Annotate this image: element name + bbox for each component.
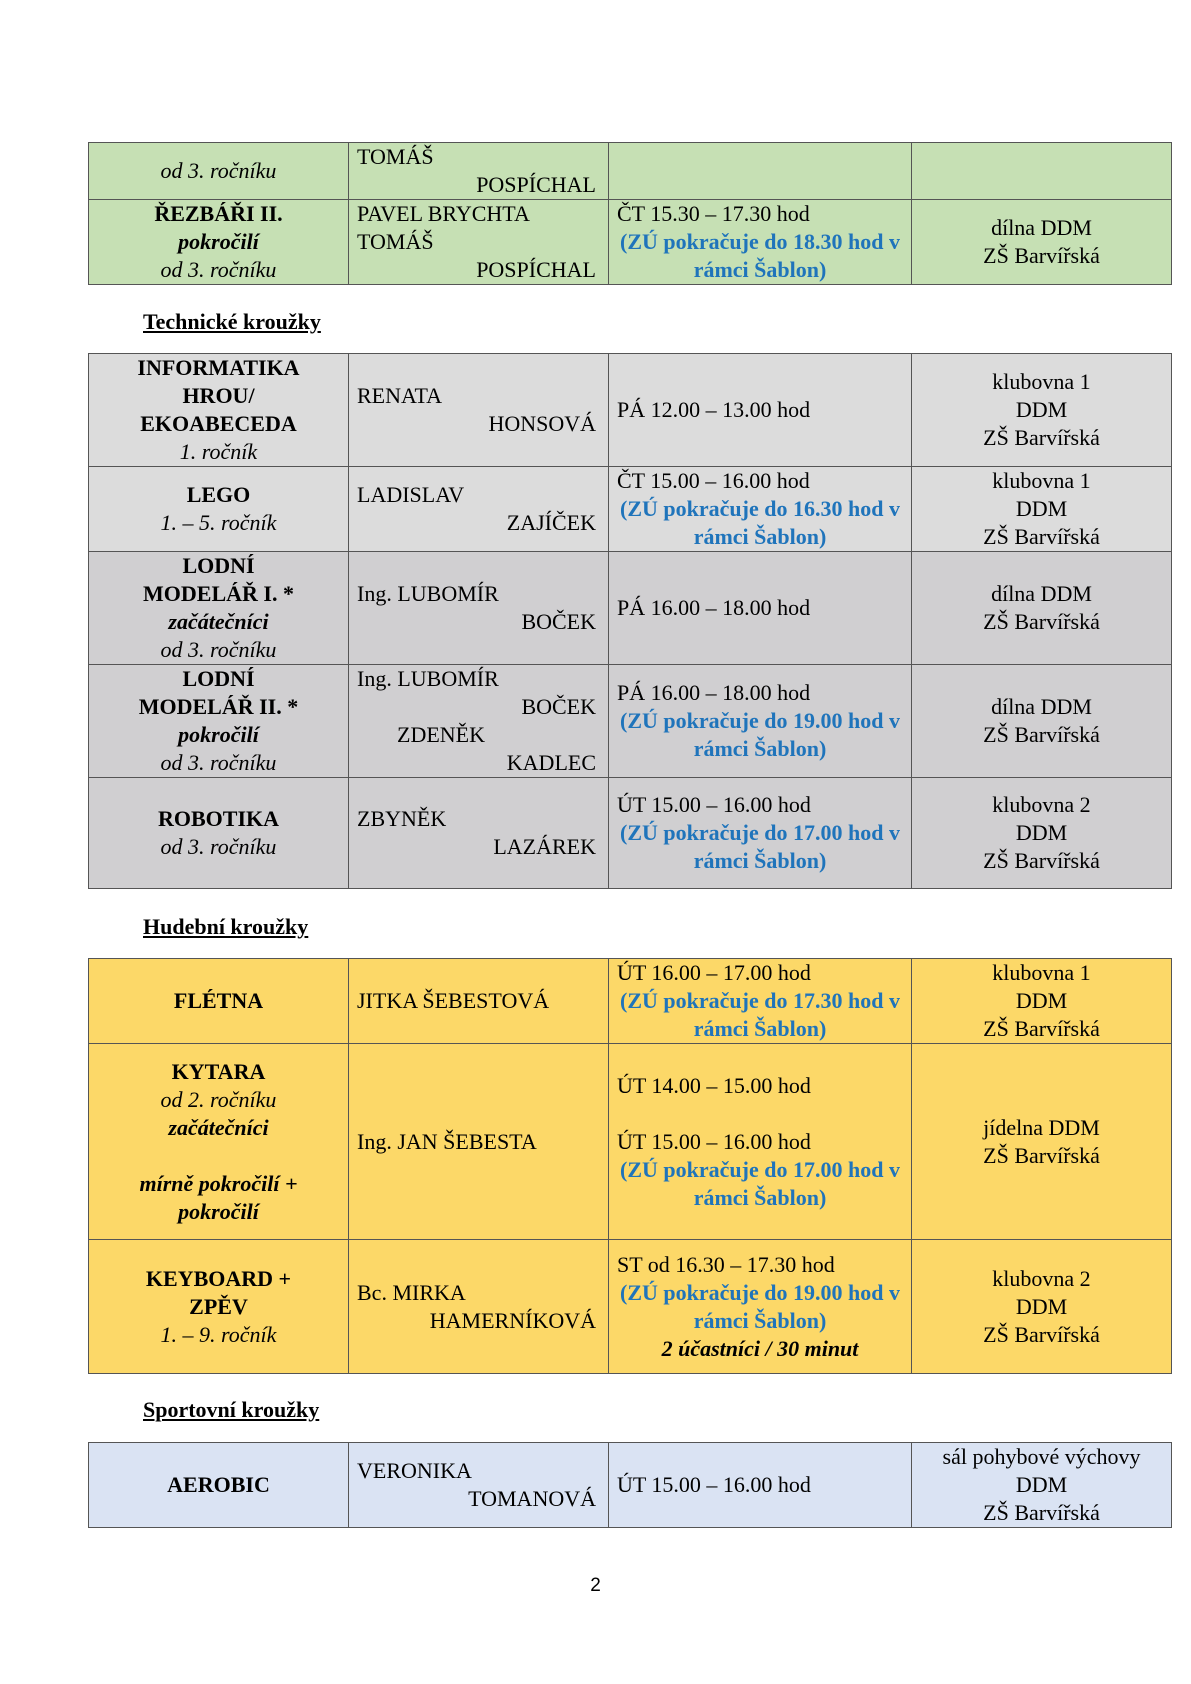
leader-cell	[349, 200, 609, 285]
place-line: DDM	[1015, 496, 1068, 521]
time-cell	[609, 1240, 912, 1374]
course-name-line: od 2. ročníku	[160, 1086, 277, 1112]
course-name-line: od 3. ročníku	[160, 834, 277, 859]
place-cell	[912, 467, 1172, 552]
course-name-line: začátečníci	[168, 1114, 269, 1140]
place-line: dílna DDM	[991, 694, 1092, 719]
course-name-cell	[89, 552, 349, 665]
extension-note: (ZÚ pokračuje do 17.30 hod v rámci Šablon)	[620, 988, 900, 1041]
place-line: DDM	[1015, 1472, 1068, 1497]
extension-note: (ZÚ pokračuje do 19.00 hod v rámci Šablon)	[620, 708, 900, 761]
spacer	[617, 1100, 903, 1128]
course-name-cell	[89, 1240, 349, 1374]
schedule-time: PÁ 16.00 – 18.00 hod	[617, 595, 811, 620]
schedule-time: ČT 15.00 – 16.00 hod	[617, 468, 810, 493]
place-cell	[912, 959, 1172, 1044]
course-name-line: pokročilí	[178, 722, 259, 747]
course-name-line: KEYBOARD +	[145, 1265, 292, 1291]
place-cell	[912, 778, 1172, 889]
leader-name-line: TOMÁŠ	[357, 229, 434, 254]
place-line: DDM	[1015, 1293, 1068, 1319]
leader-cell	[349, 665, 609, 778]
place-line: ZŠ Barvířská	[983, 524, 1100, 549]
course-name-line: EKOABECEDA	[140, 411, 297, 436]
course-name-cell	[89, 665, 349, 778]
place-cell	[912, 354, 1172, 467]
leader-name-line: ZDENĚK	[397, 722, 485, 747]
time-cell	[609, 1044, 912, 1240]
course-name-line	[97, 1142, 340, 1170]
leader-name-line: JITKA ŠEBESTOVÁ	[357, 988, 550, 1013]
place-cell	[912, 200, 1172, 285]
course-name-line: HROU/	[182, 383, 255, 408]
place-line: ZŠ Barvířská	[983, 1500, 1100, 1525]
course-name-cell	[89, 143, 349, 200]
table-row	[89, 552, 1172, 665]
leader-name-line: Ing. LUBOMÍR	[357, 581, 499, 606]
place-cell	[912, 1240, 1172, 1374]
table-row	[89, 1443, 1172, 1528]
course-name-line: INFORMATIKA	[137, 355, 300, 380]
leader-name-line: BOČEK	[521, 694, 596, 719]
course-name-line: MODELÁŘ I. *	[143, 581, 294, 606]
course-name-line: 1. ročník	[179, 439, 258, 464]
place-line: ZŠ Barvířská	[983, 243, 1100, 268]
leader-name-line: TOMANOVÁ	[468, 1486, 596, 1511]
extension-note: (ZÚ pokračuje do 16.30 hod v rámci Šablon)	[620, 496, 900, 549]
page-number: 2	[590, 1575, 601, 1596]
schedule-time: ÚT 15.00 – 16.00 hod	[617, 1128, 811, 1154]
leader-name-line: ZBYNĚK	[357, 806, 447, 831]
time-cell	[609, 467, 912, 552]
course-name-cell	[89, 200, 349, 285]
leader-cell	[349, 1044, 609, 1240]
leader-cell	[349, 467, 609, 552]
course-name-line: od 3. ročníku	[160, 158, 277, 183]
place-line: klubovna 2	[992, 1265, 1091, 1291]
course-name-line: ZPĚV	[189, 1293, 248, 1319]
table-row	[89, 665, 1172, 778]
course-name-line: FLÉTNA	[173, 988, 264, 1013]
table-music	[88, 958, 1172, 1374]
time-cell	[609, 552, 912, 665]
leader-name-line: HAMERNÍKOVÁ	[429, 1307, 596, 1333]
course-name-line: MODELÁŘ II. *	[138, 694, 299, 719]
course-name-cell	[89, 778, 349, 889]
course-name-cell	[89, 467, 349, 552]
course-name-cell	[89, 354, 349, 467]
place-cell	[912, 1443, 1172, 1528]
place-line: ZŠ Barvířská	[983, 1142, 1100, 1168]
table-row	[89, 1044, 1172, 1240]
course-name-cell	[89, 959, 349, 1044]
time-cell	[609, 778, 912, 889]
place-line: klubovna 1	[992, 369, 1091, 394]
leader-name-line: LADISLAV	[357, 482, 465, 507]
place-line: DDM	[1015, 988, 1068, 1013]
extension-note: (ZÚ pokračuje do 17.00 hod v rámci Šablon)	[620, 1156, 900, 1210]
table-row	[89, 354, 1172, 467]
section-heading-music: Hudební kroužky	[143, 914, 309, 939]
place-line: dílna DDM	[991, 215, 1092, 240]
time-cell	[609, 354, 912, 467]
leader-cell	[349, 552, 609, 665]
place-cell	[912, 143, 1172, 200]
leader-name-line: HONSOVÁ	[488, 411, 596, 436]
leader-name-line: ZAJÍČEK	[506, 510, 596, 535]
schedule-time: PÁ 16.00 – 18.00 hod	[617, 680, 811, 705]
participants-note: 2 účastníci / 30 minut	[661, 1335, 859, 1361]
extension-note: (ZÚ pokračuje do 19.00 hod v rámci Šablon)	[620, 1279, 900, 1333]
course-name-line: ROBOTIKA	[157, 806, 280, 831]
course-name-line: LODNÍ	[182, 553, 255, 578]
schedule-time: ČT 15.30 – 17.30 hod	[617, 201, 810, 226]
course-name-line: od 3. ročníku	[160, 257, 277, 282]
course-name-line: od 3. ročníku	[160, 750, 277, 775]
table-woodcarving-continued	[88, 142, 1172, 285]
section-heading-technical: Technické kroužky	[143, 309, 321, 334]
schedule-time: ÚT 16.00 – 17.00 hod	[617, 960, 811, 985]
place-line: sál pohybové výchovy	[942, 1444, 1141, 1469]
place-cell	[912, 552, 1172, 665]
leader-name-line: LAZÁREK	[493, 834, 596, 859]
table-row	[89, 143, 1172, 200]
table-sport	[88, 1442, 1172, 1528]
place-line: jídelna DDM	[983, 1114, 1100, 1140]
leader-cell	[349, 1443, 609, 1528]
leader-name-line: TOMÁŠ	[357, 144, 434, 169]
leader-name-line: VERONIKA	[357, 1458, 472, 1483]
course-name-line: mírně pokročilí +	[139, 1170, 298, 1196]
place-line: ZŠ Barvířská	[983, 609, 1100, 634]
course-name-line: 1. – 5. ročník	[160, 510, 277, 535]
place-line: ZŠ Barvířská	[983, 425, 1100, 450]
place-line: klubovna 1	[992, 960, 1091, 985]
leader-cell	[349, 778, 609, 889]
table-row	[89, 959, 1172, 1044]
time-cell	[609, 959, 912, 1044]
course-name-line: pokročilí	[178, 1198, 259, 1224]
place-line: ZŠ Barvířská	[983, 1321, 1100, 1347]
leader-name-line: Bc. MIRKA	[357, 1279, 466, 1305]
place-line: DDM	[1015, 397, 1068, 422]
course-name-line: začátečníci	[168, 609, 269, 634]
table-row	[89, 467, 1172, 552]
place-line: ZŠ Barvířská	[983, 848, 1100, 873]
course-name-cell	[89, 1443, 349, 1528]
place-line: DDM	[1015, 820, 1068, 845]
time-cell	[609, 665, 912, 778]
place-line: ZŠ Barvířská	[983, 1016, 1100, 1041]
leader-name-line: PAVEL BRYCHTA	[357, 201, 530, 226]
course-name-line: LEGO	[186, 482, 251, 507]
place-line: klubovna 2	[992, 792, 1091, 817]
course-name-line: KYTARA	[171, 1058, 266, 1084]
section-heading-sport: Sportovní kroužky	[143, 1397, 320, 1422]
schedule-time: ST od 16.30 – 17.30 hod	[617, 1251, 835, 1277]
course-name-line: ŘEZBÁŘI II.	[154, 201, 283, 226]
place-line: klubovna 1	[992, 468, 1091, 493]
place-cell	[912, 665, 1172, 778]
table-row	[89, 778, 1172, 889]
course-name-cell	[89, 1044, 349, 1240]
leader-cell	[349, 959, 609, 1044]
leader-name-line: Ing. LUBOMÍR	[357, 666, 499, 691]
extension-note: (ZÚ pokračuje do 18.30 hod v rámci Šablon)	[620, 229, 900, 282]
table-row	[89, 1240, 1172, 1374]
table-row	[89, 200, 1172, 285]
leader-name-line: BOČEK	[521, 609, 596, 634]
leader-name-line: RENATA	[357, 383, 443, 408]
schedule-time: ÚT 15.00 – 16.00 hod	[617, 1472, 811, 1497]
leader-name-line: Ing. JAN ŠEBESTA	[357, 1128, 537, 1154]
course-name-line: LODNÍ	[182, 666, 255, 691]
place-line: ZŠ Barvířská	[983, 722, 1100, 747]
course-name-line: pokročilí	[178, 229, 259, 254]
place-line: dílna DDM	[991, 581, 1092, 606]
leader-cell	[349, 143, 609, 200]
leader-name-line: KADLEC	[506, 750, 596, 775]
extension-note: (ZÚ pokračuje do 17.00 hod v rámci Šablon)	[620, 820, 900, 873]
schedule-time: ÚT 14.00 – 15.00 hod	[617, 1072, 811, 1098]
table-technical	[88, 353, 1172, 889]
course-name-line: od 3. ročníku	[160, 637, 277, 662]
leader-cell	[349, 354, 609, 467]
leader-name-line: POSPÍCHAL	[476, 257, 596, 282]
leader-name-line: POSPÍCHAL	[476, 172, 596, 197]
course-name-line: 1. – 9. ročník	[160, 1321, 277, 1347]
time-cell	[609, 200, 912, 285]
course-name-line: AEROBIC	[167, 1472, 270, 1497]
place-cell	[912, 1044, 1172, 1240]
leader-cell	[349, 1240, 609, 1374]
time-cell	[609, 143, 912, 200]
schedule-time: PÁ 12.00 – 13.00 hod	[617, 397, 811, 422]
schedule-time: ÚT 15.00 – 16.00 hod	[617, 792, 811, 817]
time-cell	[609, 1443, 912, 1528]
